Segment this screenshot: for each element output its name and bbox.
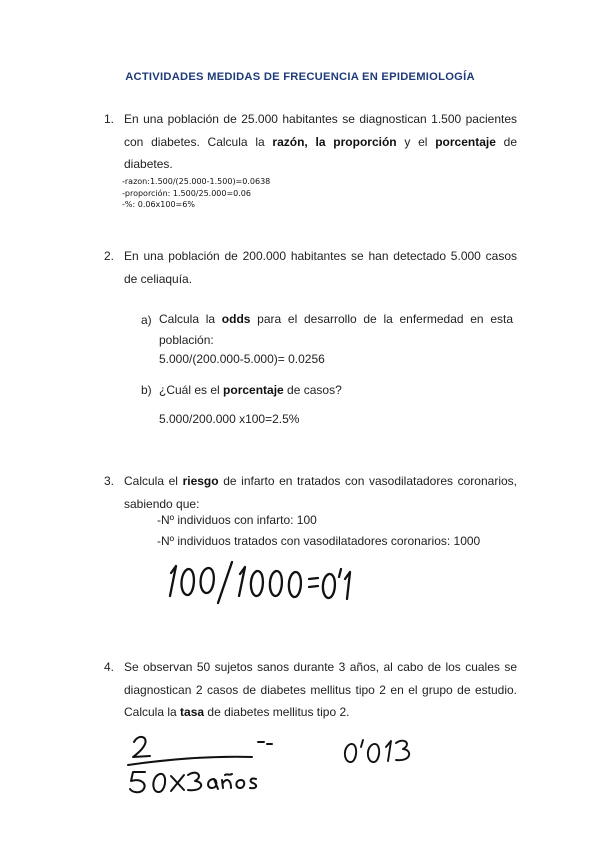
q2b-text: ¿Cuál es el porcentaje de casos? xyxy=(159,383,342,397)
q1-answer-razon: -razon:1.500/(25.000-1.500)=0.0638 xyxy=(122,177,271,186)
q2b-label: b) xyxy=(141,383,152,397)
q2a-answer: 5.000/(200.000-5.000)= 0.0256 xyxy=(159,352,325,366)
q2-number: 2. xyxy=(104,249,115,263)
q3-line-infarto: -Nº individuos con infarto: 100 xyxy=(157,513,317,527)
q3-line-tratados: -Nº individuos tratados con vasodilatadores coronarios: 1000 xyxy=(157,534,481,548)
q1-text: En una población de 25.000 habitantes se diagnostican 1.500 pacientes con diabetes. Calcula la razón, la proporción y el porcentaje de diabetes. xyxy=(124,112,518,171)
q2a-label: a) xyxy=(141,313,152,327)
handwritten-q4-result xyxy=(345,740,409,762)
handwritten-q4-fraction xyxy=(128,737,272,792)
q3-number: 3. xyxy=(104,474,115,488)
handwritten-q3-answer xyxy=(170,562,350,603)
page-title: ACTIVIDADES MEDIDAS DE FRECUENCIA EN EPIDEMIOLOGÍA xyxy=(125,71,475,83)
q1-answer-proporcion: -proporción: 1.500/25.000=0.06 xyxy=(122,188,251,198)
q1-answer-porcentaje: -%: 0.06x100=6% xyxy=(122,200,195,209)
q3-text: Calcula el riesgo de infarto en tratados con vasodilatadores coronarios, sabiendo que: xyxy=(124,474,517,511)
q1-number: 1. xyxy=(104,112,115,126)
q2a-text: Calcula la odds para el desarrollo de la enfermedad en esta población: xyxy=(159,312,514,347)
q2-text: En una población de 200.000 habitantes se han detectado 5.000 casos de celiaquía. xyxy=(124,249,517,286)
q4-text: Se observan 50 sujetos sanos durante 3 años, al cabo de los cuales se diagnostican 2 casos de diabetes mellitus tipo 2 en el grupo de estudio. Calcula la tasa de diabetes mellitus tipo 2. xyxy=(124,660,517,719)
q4-number: 4. xyxy=(104,660,115,674)
q2b-answer: 5.000/200.000 x100=2.5% xyxy=(159,412,300,426)
